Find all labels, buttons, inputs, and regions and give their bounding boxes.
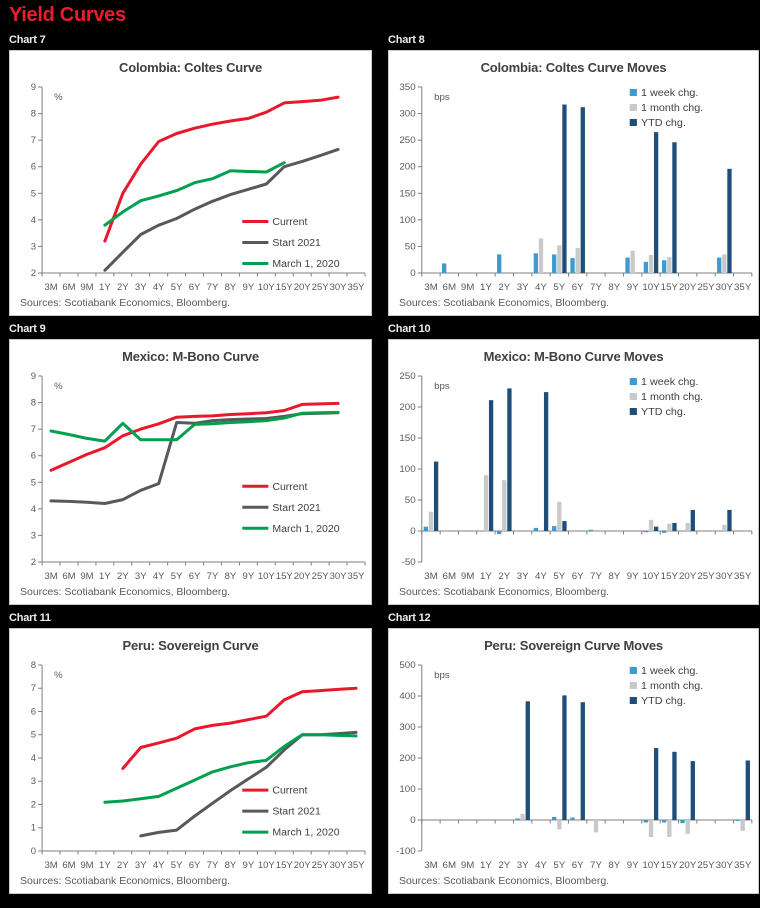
bar-chart-mexico-moves — [389, 366, 758, 584]
axis-unit-label: bps — [434, 92, 450, 103]
svg-text:35Y: 35Y — [734, 282, 752, 293]
svg-text:-100: -100 — [396, 846, 416, 857]
svg-text:6M: 6M — [62, 860, 76, 871]
svg-text:9Y: 9Y — [242, 860, 255, 871]
svg-text:3Y: 3Y — [134, 282, 147, 293]
svg-text:7Y: 7Y — [590, 282, 602, 293]
svg-text:10Y: 10Y — [257, 860, 275, 871]
svg-text:7Y: 7Y — [590, 860, 602, 871]
chart-title: Mexico: M-Bono Curve — [122, 349, 259, 364]
svg-text:8Y: 8Y — [224, 860, 237, 871]
svg-text:4: 4 — [30, 214, 37, 226]
svg-text:March 1, 2020: March 1, 2020 — [272, 826, 340, 839]
svg-text:4: 4 — [30, 753, 37, 764]
svg-text:7: 7 — [30, 683, 37, 695]
chart-cell-12 — [388, 611, 759, 894]
svg-text:Start 2021: Start 2021 — [272, 236, 321, 249]
svg-text:35Y: 35Y — [347, 571, 365, 582]
svg-text:0: 0 — [410, 526, 416, 537]
svg-text:25Y: 25Y — [697, 282, 715, 293]
svg-text:350: 350 — [399, 82, 416, 93]
svg-text:9M: 9M — [80, 282, 94, 293]
svg-text:4Y: 4Y — [535, 571, 547, 582]
sources-note: Sources: Scotiabank Economics, Bloomberg. — [399, 875, 610, 887]
svg-text:4: 4 — [30, 503, 37, 515]
svg-text:200: 200 — [399, 402, 416, 413]
svg-text:2: 2 — [30, 557, 37, 568]
svg-text:5Y: 5Y — [170, 571, 183, 582]
svg-text:7Y: 7Y — [206, 282, 219, 293]
svg-text:400: 400 — [399, 691, 416, 702]
svg-text:25Y: 25Y — [697, 860, 715, 871]
svg-text:50: 50 — [404, 241, 416, 253]
axis-unit-label: bps — [434, 670, 450, 681]
svg-text:35Y: 35Y — [734, 571, 752, 582]
svg-text:0: 0 — [410, 268, 416, 279]
svg-text:500: 500 — [399, 660, 416, 671]
sources-note: Sources: Scotiabank Economics, Bloomberg. — [20, 586, 231, 598]
svg-text:YTD chg.: YTD chg. — [641, 406, 686, 418]
svg-text:250: 250 — [399, 135, 416, 147]
line-chart-colombia — [10, 77, 371, 295]
svg-text:6: 6 — [30, 161, 37, 173]
svg-text:March 1, 2020: March 1, 2020 — [272, 257, 340, 270]
svg-text:1 month chg.: 1 month chg. — [641, 102, 704, 114]
svg-text:3M: 3M — [424, 860, 438, 871]
chart-number-label: Chart 7 — [9, 34, 46, 46]
svg-text:10Y: 10Y — [257, 282, 275, 293]
svg-text:3: 3 — [30, 530, 37, 542]
svg-text:3M: 3M — [44, 860, 58, 871]
svg-text:9Y: 9Y — [242, 282, 255, 293]
chart-cell-9 — [9, 322, 372, 605]
svg-text:3Y: 3Y — [516, 282, 529, 293]
svg-text:7: 7 — [30, 135, 37, 147]
chart-number-label: Chart 8 — [388, 34, 425, 46]
svg-text:8Y: 8Y — [608, 571, 621, 582]
svg-text:6Y: 6Y — [188, 282, 201, 293]
svg-text:30Y: 30Y — [329, 860, 347, 871]
svg-text:6M: 6M — [442, 571, 457, 582]
svg-text:6Y: 6Y — [188, 571, 201, 582]
svg-text:1Y: 1Y — [480, 860, 492, 871]
chart-title: Mexico: M-Bono Curve Moves — [483, 349, 664, 364]
svg-text:20Y: 20Y — [679, 571, 697, 582]
svg-text:YTD chg.: YTD chg. — [641, 695, 686, 707]
bar-chart-svg — [389, 366, 758, 584]
svg-text:3Y: 3Y — [516, 860, 529, 871]
svg-text:8Y: 8Y — [608, 282, 621, 293]
chart-title: Peru: Sovereign Curve Moves — [484, 638, 663, 653]
svg-text:0: 0 — [410, 815, 416, 826]
svg-text:8: 8 — [30, 397, 37, 409]
svg-text:35Y: 35Y — [347, 282, 365, 293]
svg-text:YTD chg.: YTD chg. — [641, 117, 686, 129]
svg-text:3M: 3M — [424, 282, 438, 293]
svg-text:1Y: 1Y — [99, 571, 111, 582]
chart-number-label: Chart 9 — [9, 323, 46, 335]
panel-colombia-coltes-curve-moves — [388, 50, 759, 316]
svg-text:5Y: 5Y — [553, 860, 566, 871]
svg-text:30Y: 30Y — [329, 571, 347, 582]
svg-text:25Y: 25Y — [311, 571, 329, 582]
svg-text:6Y: 6Y — [188, 860, 201, 871]
panel-colombia-coltes-curve — [9, 50, 372, 316]
svg-text:2: 2 — [30, 268, 37, 279]
svg-text:9M: 9M — [460, 282, 475, 293]
sources-note: Sources: Scotiabank Economics, Bloomberg. — [399, 297, 610, 309]
chart-title: Peru: Sovereign Curve — [122, 638, 259, 653]
svg-text:4Y: 4Y — [152, 282, 165, 293]
svg-text:5Y: 5Y — [553, 282, 566, 293]
svg-text:2Y: 2Y — [498, 860, 511, 871]
svg-text:3Y: 3Y — [134, 860, 147, 871]
svg-text:100: 100 — [399, 464, 416, 475]
svg-text:3Y: 3Y — [516, 571, 529, 582]
svg-text:4Y: 4Y — [152, 571, 165, 582]
svg-text:1: 1 — [30, 822, 37, 834]
svg-text:9: 9 — [30, 371, 37, 382]
svg-text:7Y: 7Y — [590, 571, 602, 582]
svg-text:30Y: 30Y — [715, 571, 734, 582]
svg-text:3: 3 — [30, 776, 37, 788]
svg-text:6Y: 6Y — [571, 282, 584, 293]
svg-text:2Y: 2Y — [498, 571, 511, 582]
svg-text:15Y: 15Y — [660, 282, 678, 293]
chart-cell-8 — [388, 33, 759, 316]
svg-text:6: 6 — [30, 706, 37, 718]
chart-cell-7 — [9, 33, 372, 316]
svg-text:2: 2 — [30, 799, 37, 811]
svg-text:5: 5 — [30, 188, 37, 200]
panel-peru-sovereign-curve — [9, 628, 372, 894]
svg-text:7Y: 7Y — [206, 860, 219, 871]
axis-unit-label: bps — [434, 381, 450, 392]
svg-text:March 1, 2020: March 1, 2020 — [272, 522, 340, 535]
axis-unit-label: % — [54, 670, 63, 681]
svg-text:15Y: 15Y — [275, 860, 293, 871]
bar-chart-peru-moves — [389, 655, 758, 873]
svg-text:1 month chg.: 1 month chg. — [641, 680, 704, 692]
svg-text:30Y: 30Y — [715, 860, 734, 871]
svg-text:20Y: 20Y — [679, 860, 697, 871]
svg-text:300: 300 — [399, 722, 416, 733]
svg-text:1 week chg.: 1 week chg. — [641, 665, 699, 677]
svg-text:9Y: 9Y — [626, 282, 639, 293]
svg-text:Start 2021: Start 2021 — [272, 501, 321, 514]
chart-number-label: Chart 10 — [388, 323, 431, 335]
svg-text:100: 100 — [399, 214, 416, 226]
page-title: Yield Curves — [9, 4, 126, 26]
svg-text:8Y: 8Y — [224, 282, 237, 293]
sources-note: Sources: Scotiabank Economics, Bloomberg. — [399, 586, 610, 598]
svg-text:5Y: 5Y — [170, 282, 183, 293]
svg-text:250: 250 — [399, 371, 416, 382]
svg-text:50: 50 — [404, 495, 416, 506]
svg-text:9Y: 9Y — [242, 571, 255, 582]
panel-mexico-mbono-curve — [9, 339, 372, 605]
svg-text:10Y: 10Y — [642, 282, 660, 293]
svg-text:2Y: 2Y — [116, 571, 129, 582]
svg-text:8Y: 8Y — [608, 860, 621, 871]
bar-chart-colombia-moves — [389, 77, 758, 295]
svg-text:1Y: 1Y — [480, 282, 492, 293]
svg-text:200: 200 — [399, 161, 416, 173]
svg-text:9M: 9M — [80, 860, 94, 871]
svg-text:3M: 3M — [424, 571, 438, 582]
svg-text:7: 7 — [30, 424, 37, 436]
svg-text:5Y: 5Y — [553, 571, 566, 582]
svg-text:3Y: 3Y — [134, 571, 147, 582]
svg-text:30Y: 30Y — [329, 282, 347, 293]
svg-text:6M: 6M — [442, 860, 457, 871]
line-chart-svg — [10, 77, 371, 295]
svg-text:Current: Current — [272, 784, 308, 797]
line-chart-peru — [10, 655, 371, 873]
svg-text:1Y: 1Y — [480, 571, 492, 582]
svg-text:15Y: 15Y — [660, 860, 678, 871]
svg-text:8: 8 — [30, 660, 37, 671]
svg-text:25Y: 25Y — [311, 860, 329, 871]
chart-number-label: Chart 11 — [9, 612, 51, 624]
svg-text:150: 150 — [399, 433, 416, 444]
svg-text:1 month chg.: 1 month chg. — [641, 391, 704, 403]
svg-text:8: 8 — [30, 108, 37, 120]
sources-note: Sources: Scotiabank Economics, Bloomberg. — [20, 297, 231, 309]
svg-text:20Y: 20Y — [679, 282, 697, 293]
panel-mexico-mbono-curve-moves — [388, 339, 759, 605]
svg-text:4Y: 4Y — [535, 860, 547, 871]
svg-text:0: 0 — [30, 846, 37, 857]
svg-text:15Y: 15Y — [275, 282, 293, 293]
svg-text:1Y: 1Y — [99, 860, 111, 871]
svg-text:10Y: 10Y — [257, 571, 275, 582]
svg-text:9: 9 — [30, 82, 37, 93]
line-chart-mexico — [10, 366, 371, 584]
charts-grid — [0, 33, 760, 894]
svg-text:6Y: 6Y — [571, 571, 584, 582]
svg-text:9M: 9M — [460, 571, 475, 582]
svg-text:Current: Current — [272, 480, 308, 493]
chart-title: Colombia: Coltes Curve — [119, 60, 262, 75]
svg-text:25Y: 25Y — [311, 282, 329, 293]
svg-text:2Y: 2Y — [498, 282, 511, 293]
svg-text:15Y: 15Y — [660, 571, 678, 582]
sources-note: Sources: Scotiabank Economics, Bloomberg. — [20, 875, 231, 887]
svg-text:3M: 3M — [44, 571, 58, 582]
chart-number-label: Chart 12 — [388, 612, 431, 624]
svg-text:100: 100 — [399, 784, 416, 795]
panel-peru-sovereign-curve-moves — [388, 628, 759, 894]
svg-text:9Y: 9Y — [626, 571, 639, 582]
svg-text:25Y: 25Y — [697, 571, 715, 582]
svg-text:7Y: 7Y — [206, 571, 219, 582]
svg-text:15Y: 15Y — [275, 571, 293, 582]
svg-text:3M: 3M — [44, 282, 58, 293]
svg-text:6Y: 6Y — [571, 860, 584, 871]
svg-text:6M: 6M — [62, 282, 76, 293]
svg-text:6M: 6M — [62, 571, 76, 582]
bar-chart-svg — [389, 655, 758, 873]
axis-unit-label: % — [54, 92, 63, 103]
svg-text:6M: 6M — [442, 282, 457, 293]
svg-text:10Y: 10Y — [642, 571, 660, 582]
svg-text:9M: 9M — [460, 860, 475, 871]
svg-text:35Y: 35Y — [734, 860, 752, 871]
svg-text:5: 5 — [30, 477, 37, 489]
svg-text:4Y: 4Y — [535, 282, 547, 293]
svg-text:Start 2021: Start 2021 — [272, 805, 321, 818]
svg-text:1Y: 1Y — [99, 282, 111, 293]
line-chart-svg — [10, 366, 371, 584]
svg-text:10Y: 10Y — [642, 860, 660, 871]
svg-text:5: 5 — [30, 729, 37, 741]
svg-text:2Y: 2Y — [116, 860, 129, 871]
chart-title: Colombia: Coltes Curve Moves — [480, 60, 667, 75]
svg-text:20Y: 20Y — [293, 571, 311, 582]
svg-text:1 week chg.: 1 week chg. — [641, 87, 699, 99]
svg-text:6: 6 — [30, 450, 37, 462]
svg-text:150: 150 — [399, 188, 416, 200]
svg-text:2Y: 2Y — [116, 282, 129, 293]
svg-text:30Y: 30Y — [715, 282, 734, 293]
svg-text:35Y: 35Y — [347, 860, 365, 871]
line-chart-svg — [10, 655, 371, 873]
svg-text:20Y: 20Y — [293, 860, 311, 871]
svg-text:9Y: 9Y — [626, 860, 639, 871]
svg-text:-50: -50 — [401, 557, 416, 568]
svg-text:Current: Current — [272, 215, 308, 228]
bar-chart-svg — [389, 77, 758, 295]
svg-text:9M: 9M — [80, 571, 94, 582]
axis-unit-label: % — [54, 381, 63, 392]
svg-text:300: 300 — [399, 108, 416, 120]
svg-text:3: 3 — [30, 241, 37, 253]
svg-text:1 week chg.: 1 week chg. — [641, 376, 699, 388]
svg-text:20Y: 20Y — [293, 282, 311, 293]
chart-cell-11 — [9, 611, 372, 894]
chart-cell-10 — [388, 322, 759, 605]
svg-text:8Y: 8Y — [224, 571, 237, 582]
svg-text:4Y: 4Y — [152, 860, 165, 871]
svg-text:200: 200 — [399, 753, 416, 764]
svg-text:5Y: 5Y — [170, 860, 183, 871]
